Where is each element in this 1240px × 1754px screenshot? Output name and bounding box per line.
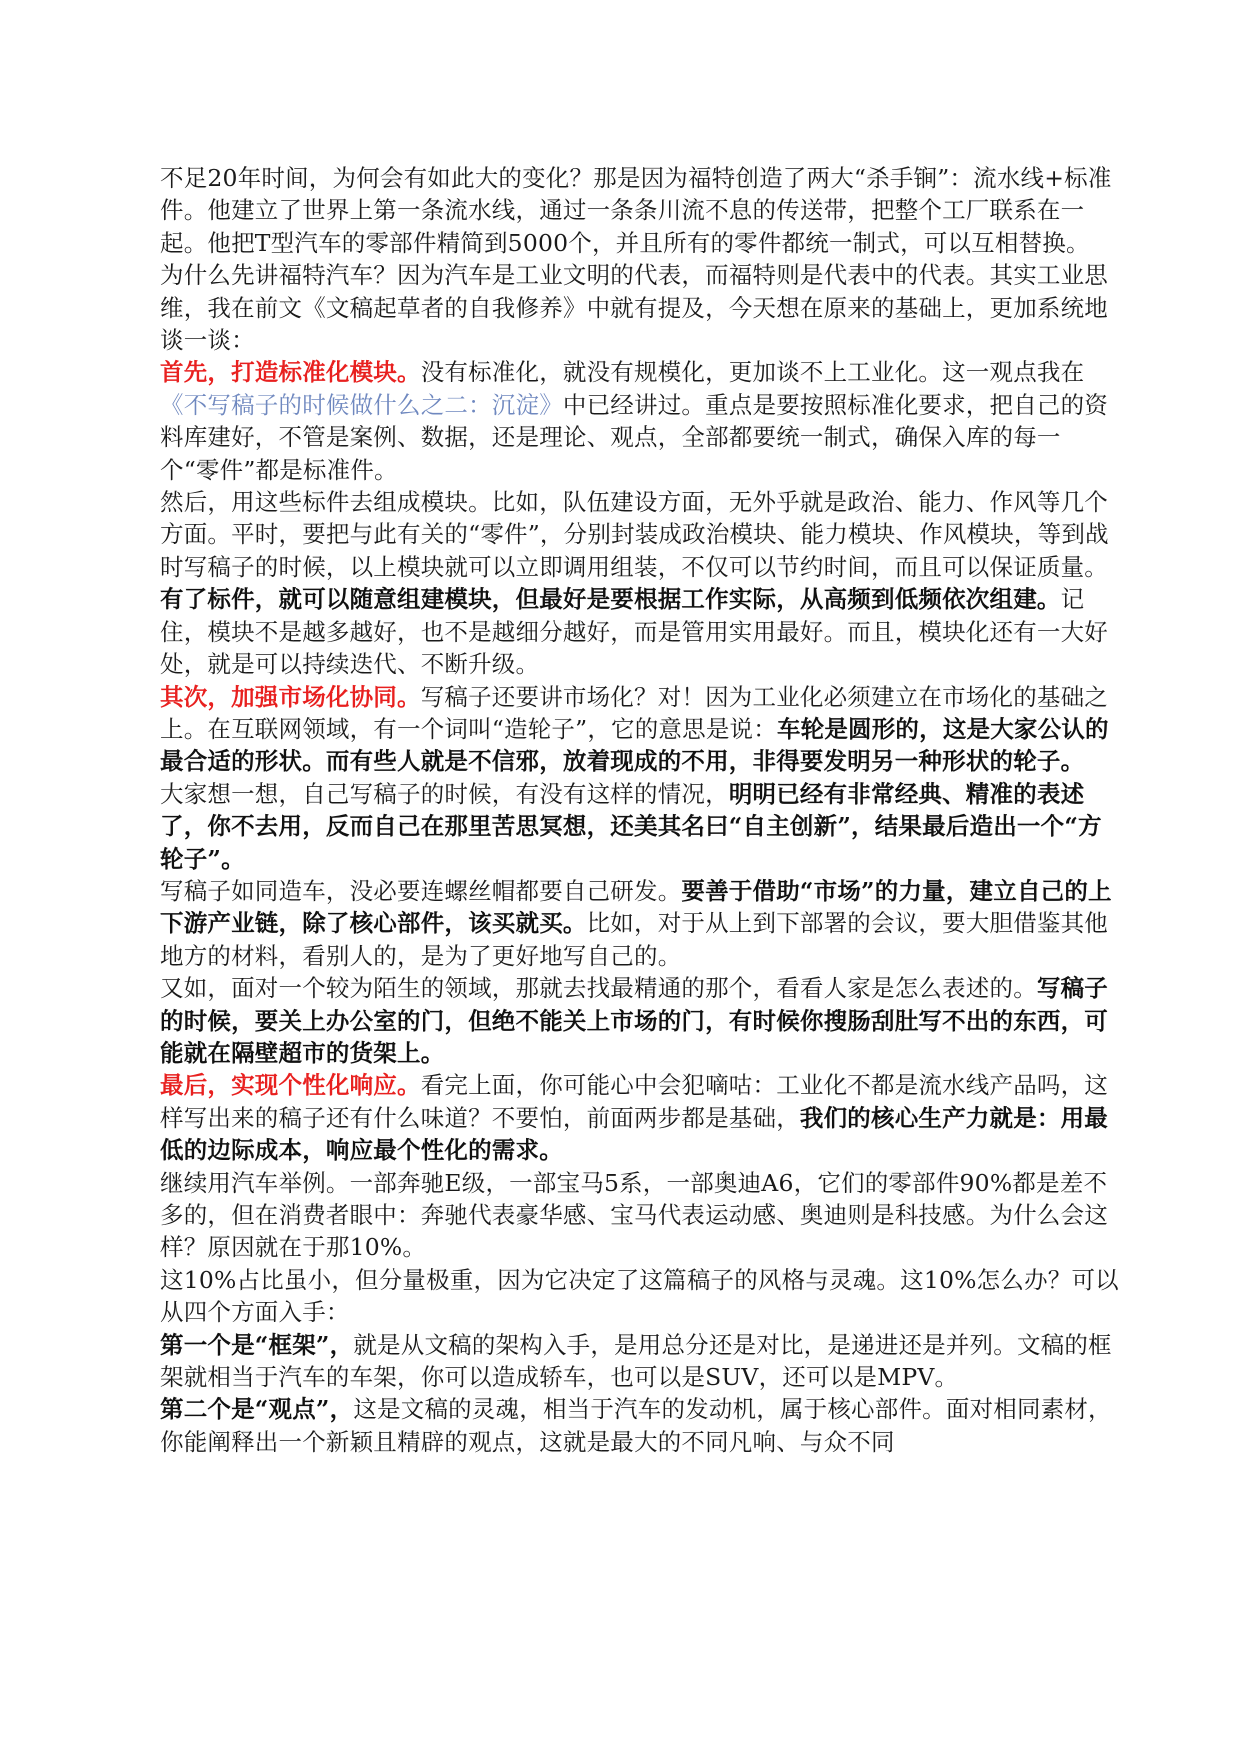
bold-span: 第二个是“观点”， [160, 1395, 354, 1424]
text-span: 看完上面，你可能心中会犯嘀咕：工业化不都是流水线产品吗，这样写出来的稿子还有什么味道？不要怕，前面两步都是基础， [160, 1071, 1109, 1132]
text-span: 就是从文稿的架构入手，是用总分还是对比，是递进还是并列。文稿的框架就相当于汽车的车架，你可以造成轿车，也可以是SUV，还可以是MPV。 [160, 1330, 1112, 1392]
paragraph [160, 162, 1120, 259]
text-span: 记住，模块不是越多越好，也不是越细分越好，而是管用实用最好。而且，模块化还有一大好处，就是可以持续迭代、不断升级。 [160, 585, 1108, 679]
article-body [160, 162, 1120, 1458]
paragraph [160, 486, 1120, 583]
text-span: 写稿子如同造车，没必要连螺丝帽都要自己研发。 [160, 876, 682, 905]
paragraph [160, 259, 1120, 356]
bold-span: 我们的核心生产力就是：用最低的边际成本，响应最个性化的需求。 [160, 1103, 1109, 1165]
text-span: 中已经讲过。重点是要按照标准化要求，把自己的资料库建好，不管是案例、数据，还是理论、观点，全部都要统一制式，确保入库的每一个“零件”都是标准件。 [160, 390, 1109, 484]
text-span: 继续用汽车举例。一部奔驰E级，一部宝马5系，一部奥迪A6，它们的零部件90%都是差不多的，但在消费者眼中：奔驰代表豪华感、宝马代表运动感、奥迪则是科技感。为什么会这样？原因就在于那10%。 [160, 1168, 1108, 1262]
bold-span: 要善于借助“市场”的力量，建立自己的上下游产业链，除了核心部件，该买就买。 [160, 876, 1112, 938]
paragraph [160, 778, 1120, 875]
text-span: 这10%占比虽小，但分量极重，因为它决定了这篇稿子的风格与灵魂。这10%怎么办？可以从四个方面入手： [160, 1265, 1119, 1327]
bold-span: 有了标件，就可以随意组建模块，但最好是要根据工作实际，从高频到低频依次组建。 [160, 585, 1061, 614]
paragraph [160, 1264, 1120, 1329]
bold-span: 写稿子的时候，要关上办公室的门，但绝不能关上市场的门，有时候你搜肠刮肚写不出的东西，可能就在隔壁超市的货架上。 [160, 974, 1109, 1067]
text-span: 然后，用这些标件去组成模块。比如，队伍建设方面，无外乎就是政治、能力、作风等几个方面。平时，要把与此有关的“零件”，分别封装成政治模块、能力模块、作风模块，等到战时写稿子的时候，以上模块就可以立即调用组装，不仅可以节约时间，而且可以保证质量。 [160, 488, 1109, 581]
paragraph [160, 972, 1120, 1069]
section-heading-second: 其次，加强市场化协同。 [160, 682, 421, 711]
paragraph [160, 1329, 1120, 1394]
paragraph [160, 1069, 1120, 1166]
text-span: 比如，对于从上到下部署的会议，要大胆借鉴其他地方的材料，看别人的，是为了更好地写自己的。 [160, 909, 1109, 970]
text-span: 大家想一想，自己写稿子的时候，有没有这样的情况， [160, 779, 729, 808]
text-span: 这是文稿的灵魂，相当于汽车的发动机，属于核心部件。面对相同素材，你能阐释出一个新颖且精辟的观点，这就是最大的不同凡响、与众不同 [160, 1395, 1112, 1456]
text-span: 不足20年时间，为何会有如此大的变化？那是因为福特创造了两大“杀手锏”：流水线+标准件。他建立了世界上第一条流水线，通过一条条川流不息的传送带，把整个工厂联系在一起。他把T型汽车的零部件精简到5000个，并且所有的零件都统一制式，可以互相替换。 [160, 164, 1112, 257]
bold-span: 明明已经有非常经典、精准的表述了，你不去用，反而自己在那里苦思冥想，还美其名曰“自主创新”，结果最后造出一个“方轮子”。 [160, 779, 1102, 873]
paragraph [160, 1393, 1120, 1458]
text-span: 写稿子还要讲市场化？对！因为工业化必须建立在市场化的基础之上。在互联网领域，有一个词叫“造轮子”，它的意思是说： [160, 682, 1109, 743]
paragraph [160, 583, 1120, 680]
text-span: 为什么先讲福特汽车？因为汽车是工业文明的代表，而福特则是代表中的代表。其实工业思维，我在前文《文稿起草者的自我修养》中就有提及，今天想在原来的基础上，更加系统地谈一谈： [160, 261, 1108, 355]
text-span: 没有标准化，就没有规模化，更加谈不上工业化。这一观点我在 [420, 358, 1085, 387]
paragraph [160, 681, 1120, 778]
bold-span: 车轮是圆形的，这是大家公认的最合适的形状。而有些人就是不信邪，放着现成的不用，非得要发明另一种形状的轮子。 [160, 714, 1109, 776]
section-heading-first: 首先，打造标准化模块。 [160, 358, 421, 387]
paragraph [160, 875, 1120, 972]
bold-span: 第一个是“框架”， [160, 1330, 354, 1359]
paragraph [160, 1167, 1120, 1264]
article-link[interactable]: 《不写稿子的时候做什么之二：沉淀》 [160, 390, 563, 419]
paragraph [160, 356, 1120, 486]
text-span: 又如，面对一个较为陌生的领域，那就去找最精通的那个，看看人家是怎么表述的。 [160, 974, 1037, 1003]
section-heading-third: 最后，实现个性化响应。 [160, 1071, 421, 1100]
